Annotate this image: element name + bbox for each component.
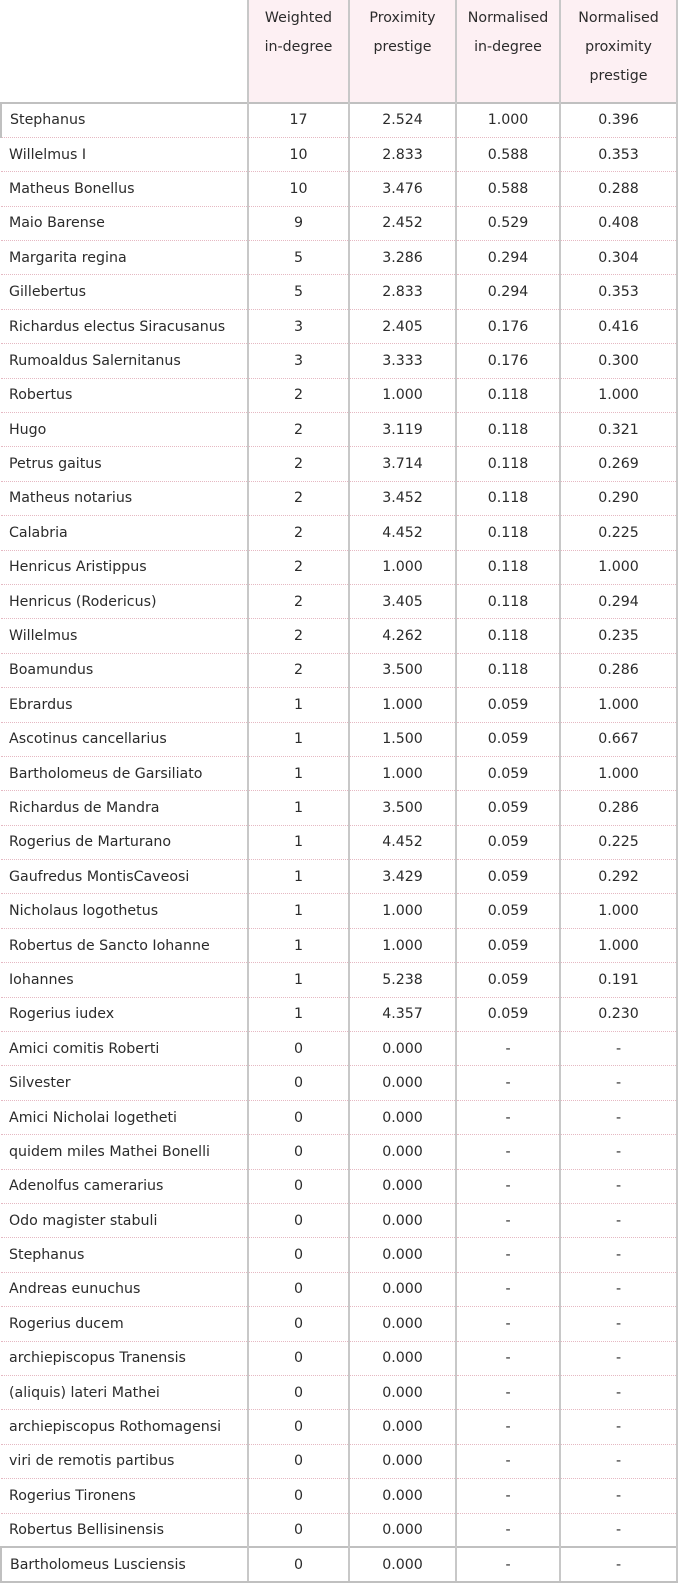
normalised-in-degree-cell: -: [456, 1341, 560, 1375]
weighted-in-degree-cell: 1: [248, 688, 349, 722]
normalised-proximity-prestige-cell: -: [560, 1066, 677, 1100]
normalised-in-degree-cell: 0.059: [456, 756, 560, 790]
weighted-in-degree-cell: 2: [248, 447, 349, 481]
name-cell: Rogerius de Marturano: [1, 825, 248, 859]
proximity-prestige-cell: 0.000: [349, 1444, 456, 1478]
table-row: [1, 1410, 677, 1444]
proximity-prestige-cell: 0.000: [349, 1032, 456, 1066]
name-cell: archiepiscopus Tranensis: [1, 1341, 248, 1375]
normalised-proximity-prestige-cell: 0.304: [560, 241, 677, 275]
weighted-in-degree-cell: 9: [248, 206, 349, 240]
normalised-in-degree-cell: -: [456, 1444, 560, 1478]
weighted-in-degree-cell: 10: [248, 172, 349, 206]
weighted-in-degree-cell: 2: [248, 653, 349, 687]
weighted-in-degree-cell: 0: [248, 1513, 349, 1547]
weighted-in-degree-cell: 1: [248, 997, 349, 1031]
weighted-in-degree-cell: 0: [248, 1272, 349, 1306]
normalised-proximity-prestige-cell: 0.300: [560, 344, 677, 378]
weighted-in-degree-cell: 2: [248, 550, 349, 584]
normalised-in-degree-cell: -: [456, 1169, 560, 1203]
proximity-prestige-cell: 0.000: [349, 1375, 456, 1409]
table-row: [1, 206, 677, 240]
normalised-proximity-prestige-cell: -: [560, 1547, 677, 1581]
proximity-prestige-cell: 0.000: [349, 1238, 456, 1272]
table-row: [1, 1100, 677, 1134]
name-cell: Robertus Bellisinensis: [1, 1513, 248, 1547]
table-row: [1, 1375, 677, 1409]
table-row: [1, 481, 677, 515]
proximity-prestige-cell: 0.000: [349, 1272, 456, 1306]
name-cell: Willelmus: [1, 619, 248, 653]
table-row: [1, 1444, 677, 1478]
normalised-proximity-prestige-cell: 0.408: [560, 206, 677, 240]
name-cell: Robertus de Sancto Iohanne: [1, 928, 248, 962]
proximity-prestige-cell: 2.833: [349, 275, 456, 309]
normalised-in-degree-cell: -: [456, 1410, 560, 1444]
name-cell: Rumoaldus Salernitanus: [1, 344, 248, 378]
weighted-in-degree-cell: 5: [248, 241, 349, 275]
proximity-prestige-cell: 0.000: [349, 1204, 456, 1238]
name-cell: Richardus de Mandra: [1, 791, 248, 825]
name-cell: Willelmus I: [1, 137, 248, 171]
name-cell: Gillebertus: [1, 275, 248, 309]
weighted-in-degree-cell: 2: [248, 619, 349, 653]
weighted-in-degree-cell: 1: [248, 963, 349, 997]
normalised-in-degree-cell: 0.588: [456, 172, 560, 206]
normalised-in-degree-cell: -: [456, 1307, 560, 1341]
normalised-in-degree-cell: 0.118: [456, 653, 560, 687]
table-row: [1, 1341, 677, 1375]
proximity-prestige-cell: 1.500: [349, 722, 456, 756]
name-cell: Petrus gaitus: [1, 447, 248, 481]
normalised-in-degree-cell: 0.118: [456, 481, 560, 515]
weighted-in-degree-cell: 0: [248, 1479, 349, 1513]
proximity-prestige-cell: 3.405: [349, 584, 456, 618]
name-cell: Iohannes: [1, 963, 248, 997]
weighted-in-degree-cell: 2: [248, 516, 349, 550]
weighted-in-degree-cell: 1: [248, 791, 349, 825]
normalised-in-degree-cell: 0.059: [456, 791, 560, 825]
table-row: [1, 1169, 677, 1203]
weighted-in-degree-cell: 0: [248, 1410, 349, 1444]
normalised-proximity-prestige-cell: 0.416: [560, 309, 677, 343]
name-cell: Amici Nicholai logetheti: [1, 1100, 248, 1134]
weighted-in-degree-cell: 0: [248, 1238, 349, 1272]
header-blank: [1, 0, 248, 103]
normalised-proximity-prestige-cell: -: [560, 1032, 677, 1066]
normalised-in-degree-cell: -: [456, 1032, 560, 1066]
proximity-prestige-cell: 0.000: [349, 1547, 456, 1581]
normalised-in-degree-cell: -: [456, 1272, 560, 1306]
table-row: [1, 963, 677, 997]
proximity-prestige-cell: 1.000: [349, 894, 456, 928]
proximity-prestige-cell: 2.452: [349, 206, 456, 240]
name-cell: Rogerius iudex: [1, 997, 248, 1031]
table-row: [1, 1307, 677, 1341]
table-row: [1, 1272, 677, 1306]
normalised-proximity-prestige-cell: 0.292: [560, 860, 677, 894]
weighted-in-degree-cell: 2: [248, 378, 349, 412]
normalised-proximity-prestige-cell: 0.321: [560, 413, 677, 447]
proximity-prestige-cell: 0.000: [349, 1513, 456, 1547]
name-cell: Stephanus: [1, 103, 248, 137]
normalised-in-degree-cell: 0.059: [456, 825, 560, 859]
proximity-prestige-cell: 0.000: [349, 1135, 456, 1169]
proximity-prestige-cell: 0.000: [349, 1341, 456, 1375]
weighted-in-degree-cell: 0: [248, 1341, 349, 1375]
normalised-proximity-prestige-cell: 0.290: [560, 481, 677, 515]
proximity-prestige-cell: 0.000: [349, 1410, 456, 1444]
table-row: [1, 241, 677, 275]
proximity-prestige-cell: 4.452: [349, 825, 456, 859]
normalised-in-degree-cell: 0.059: [456, 928, 560, 962]
name-cell: archiepiscopus Rothomagensi: [1, 1410, 248, 1444]
normalised-in-degree-cell: 0.294: [456, 241, 560, 275]
weighted-in-degree-cell: 1: [248, 894, 349, 928]
normalised-proximity-prestige-cell: -: [560, 1272, 677, 1306]
normalised-proximity-prestige-cell: 1.000: [560, 378, 677, 412]
table-row: [1, 137, 677, 171]
name-cell: Odo magister stabuli: [1, 1204, 248, 1238]
table-row: [1, 516, 677, 550]
normalised-in-degree-cell: -: [456, 1066, 560, 1100]
table-row: [1, 791, 677, 825]
proximity-prestige-cell: 1.000: [349, 688, 456, 722]
weighted-in-degree-cell: 10: [248, 137, 349, 171]
table-row: [1, 447, 677, 481]
proximity-prestige-cell: 3.500: [349, 653, 456, 687]
table-row: [1, 1204, 677, 1238]
header-proximity-prestige: Proximity prestige: [349, 0, 456, 103]
normalised-proximity-prestige-cell: -: [560, 1513, 677, 1547]
normalised-in-degree-cell: 1.000: [456, 103, 560, 137]
weighted-in-degree-cell: 2: [248, 413, 349, 447]
name-cell: Ebrardus: [1, 688, 248, 722]
weighted-in-degree-cell: 2: [248, 584, 349, 618]
proximity-prestige-cell: 3.119: [349, 413, 456, 447]
normalised-proximity-prestige-cell: 0.191: [560, 963, 677, 997]
normalised-proximity-prestige-cell: 0.667: [560, 722, 677, 756]
table-row: [1, 928, 677, 962]
weighted-in-degree-cell: 17: [248, 103, 349, 137]
normalised-in-degree-cell: 0.059: [456, 688, 560, 722]
proximity-prestige-cell: 4.452: [349, 516, 456, 550]
normalised-in-degree-cell: -: [456, 1547, 560, 1581]
proximity-prestige-cell: 3.476: [349, 172, 456, 206]
normalised-proximity-prestige-cell: -: [560, 1444, 677, 1478]
normalised-in-degree-cell: 0.059: [456, 963, 560, 997]
weighted-in-degree-cell: 0: [248, 1032, 349, 1066]
proximity-prestige-cell: 3.286: [349, 241, 456, 275]
name-cell: Matheus Bonellus: [1, 172, 248, 206]
weighted-in-degree-cell: 1: [248, 756, 349, 790]
name-cell: Henricus (Rodericus): [1, 584, 248, 618]
weighted-in-degree-cell: 0: [248, 1444, 349, 1478]
name-cell: Nicholaus logothetus: [1, 894, 248, 928]
weighted-in-degree-cell: 3: [248, 309, 349, 343]
proximity-prestige-cell: 4.357: [349, 997, 456, 1031]
table-row: [1, 1547, 677, 1581]
normalised-proximity-prestige-cell: 1.000: [560, 688, 677, 722]
table-row: [1, 584, 677, 618]
normalised-in-degree-cell: 0.176: [456, 309, 560, 343]
normalised-in-degree-cell: 0.059: [456, 722, 560, 756]
proximity-prestige-cell: 0.000: [349, 1169, 456, 1203]
proximity-prestige-cell: 0.000: [349, 1066, 456, 1100]
normalised-proximity-prestige-cell: -: [560, 1135, 677, 1169]
table-row: [1, 275, 677, 309]
table-row: [1, 1066, 677, 1100]
name-cell: Ascotinus cancellarius: [1, 722, 248, 756]
weighted-in-degree-cell: 0: [248, 1169, 349, 1203]
normalised-in-degree-cell: -: [456, 1479, 560, 1513]
normalised-proximity-prestige-cell: 0.288: [560, 172, 677, 206]
name-cell: Amici comitis Roberti: [1, 1032, 248, 1066]
normalised-in-degree-cell: -: [456, 1100, 560, 1134]
normalised-in-degree-cell: 0.118: [456, 413, 560, 447]
normalised-in-degree-cell: 0.588: [456, 137, 560, 171]
weighted-in-degree-cell: 0: [248, 1547, 349, 1581]
weighted-in-degree-cell: 3: [248, 344, 349, 378]
weighted-in-degree-cell: 2: [248, 481, 349, 515]
name-cell: Bartholomeus Lusciensis: [1, 1547, 248, 1581]
normalised-proximity-prestige-cell: 0.286: [560, 791, 677, 825]
normalised-proximity-prestige-cell: 0.353: [560, 137, 677, 171]
normalised-proximity-prestige-cell: -: [560, 1479, 677, 1513]
name-cell: quidem miles Mathei Bonelli: [1, 1135, 248, 1169]
normalised-in-degree-cell: 0.294: [456, 275, 560, 309]
normalised-in-degree-cell: -: [456, 1135, 560, 1169]
proximity-prestige-cell: 1.000: [349, 378, 456, 412]
weighted-in-degree-cell: 1: [248, 722, 349, 756]
proximity-prestige-cell: 2.524: [349, 103, 456, 137]
proximity-prestige-cell: 0.000: [349, 1100, 456, 1134]
proximity-prestige-cell: 2.405: [349, 309, 456, 343]
table-row: [1, 550, 677, 584]
proximity-prestige-cell: 0.000: [349, 1479, 456, 1513]
table-row: [1, 860, 677, 894]
name-cell: Calabria: [1, 516, 248, 550]
table-row: [1, 344, 677, 378]
normalised-in-degree-cell: 0.059: [456, 894, 560, 928]
proximity-prestige-cell: 1.000: [349, 928, 456, 962]
normalised-in-degree-cell: 0.118: [456, 447, 560, 481]
table-row: [1, 1238, 677, 1272]
table-row: [1, 722, 677, 756]
normalised-in-degree-cell: 0.529: [456, 206, 560, 240]
normalised-in-degree-cell: 0.118: [456, 584, 560, 618]
proximity-prestige-cell: 0.000: [349, 1307, 456, 1341]
name-cell: Henricus Aristippus: [1, 550, 248, 584]
normalised-proximity-prestige-cell: 0.353: [560, 275, 677, 309]
name-cell: Stephanus: [1, 1238, 248, 1272]
name-cell: Hugo: [1, 413, 248, 447]
table-row: [1, 413, 677, 447]
normalised-in-degree-cell: 0.176: [456, 344, 560, 378]
weighted-in-degree-cell: 0: [248, 1135, 349, 1169]
normalised-in-degree-cell: 0.118: [456, 378, 560, 412]
name-cell: Margarita regina: [1, 241, 248, 275]
name-cell: Robertus: [1, 378, 248, 412]
name-cell: viri de remotis partibus: [1, 1444, 248, 1478]
weighted-in-degree-cell: 0: [248, 1375, 349, 1409]
table-row: [1, 309, 677, 343]
proximity-prestige-cell: 3.429: [349, 860, 456, 894]
weighted-in-degree-cell: 5: [248, 275, 349, 309]
proximity-prestige-cell: 1.000: [349, 550, 456, 584]
normalised-proximity-prestige-cell: 0.230: [560, 997, 677, 1031]
header-row: [1, 0, 677, 103]
table-row: [1, 756, 677, 790]
normalised-in-degree-cell: 0.118: [456, 550, 560, 584]
name-cell: Maio Barense: [1, 206, 248, 240]
table-row: [1, 619, 677, 653]
normalised-in-degree-cell: -: [456, 1204, 560, 1238]
normalised-in-degree-cell: 0.118: [456, 619, 560, 653]
name-cell: Silvester: [1, 1066, 248, 1100]
weighted-in-degree-cell: 0: [248, 1066, 349, 1100]
normalised-proximity-prestige-cell: 0.396: [560, 103, 677, 137]
normalised-proximity-prestige-cell: 1.000: [560, 894, 677, 928]
table-row: [1, 653, 677, 687]
name-cell: Rogerius Tironens: [1, 1479, 248, 1513]
name-cell: Boamundus: [1, 653, 248, 687]
normalised-in-degree-cell: 0.059: [456, 860, 560, 894]
normalised-proximity-prestige-cell: -: [560, 1169, 677, 1203]
proximity-prestige-cell: 3.333: [349, 344, 456, 378]
normalised-proximity-prestige-cell: -: [560, 1410, 677, 1444]
weighted-in-degree-cell: 1: [248, 825, 349, 859]
table-row: [1, 172, 677, 206]
normalised-proximity-prestige-cell: 0.225: [560, 825, 677, 859]
table-row: [1, 1032, 677, 1066]
table-row: [1, 378, 677, 412]
normalised-proximity-prestige-cell: 0.269: [560, 447, 677, 481]
weighted-in-degree-cell: 1: [248, 860, 349, 894]
name-cell: Rogerius ducem: [1, 1307, 248, 1341]
normalised-in-degree-cell: -: [456, 1513, 560, 1547]
weighted-in-degree-cell: 0: [248, 1100, 349, 1134]
weighted-in-degree-cell: 0: [248, 1307, 349, 1341]
table-row: [1, 894, 677, 928]
table-row: [1, 825, 677, 859]
normalised-proximity-prestige-cell: 0.235: [560, 619, 677, 653]
name-cell: Matheus notarius: [1, 481, 248, 515]
proximity-prestige-cell: 3.500: [349, 791, 456, 825]
header-weighted-in-degree: Weighted in-degree: [248, 0, 349, 103]
normalised-proximity-prestige-cell: -: [560, 1307, 677, 1341]
normalised-in-degree-cell: 0.059: [456, 997, 560, 1031]
name-cell: (aliquis) lateri Mathei: [1, 1375, 248, 1409]
proximity-prestige-cell: 4.262: [349, 619, 456, 653]
name-cell: Gaufredus MontisCaveosi: [1, 860, 248, 894]
normalised-proximity-prestige-cell: 0.286: [560, 653, 677, 687]
normalised-proximity-prestige-cell: -: [560, 1100, 677, 1134]
normalised-proximity-prestige-cell: 0.225: [560, 516, 677, 550]
name-cell: Richardus electus Siracusanus: [1, 309, 248, 343]
normalised-proximity-prestige-cell: -: [560, 1238, 677, 1272]
weighted-in-degree-cell: 1: [248, 928, 349, 962]
normalised-proximity-prestige-cell: -: [560, 1204, 677, 1238]
proximity-prestige-cell: 5.238: [349, 963, 456, 997]
normalised-proximity-prestige-cell: -: [560, 1375, 677, 1409]
normalised-in-degree-cell: -: [456, 1238, 560, 1272]
proximity-prestige-cell: 3.714: [349, 447, 456, 481]
proximity-prestige-cell: 2.833: [349, 137, 456, 171]
name-cell: Andreas eunuchus: [1, 1272, 248, 1306]
table-row: [1, 1479, 677, 1513]
table-row: [1, 1135, 677, 1169]
normalised-proximity-prestige-cell: 0.294: [560, 584, 677, 618]
header-normalised-in-degree: Normalised in-degree: [456, 0, 560, 103]
header-normalised-proximity-prestige: Normalised proximity prestige: [560, 0, 677, 103]
name-cell: Bartholomeus de Garsiliato: [1, 756, 248, 790]
normalised-in-degree-cell: -: [456, 1375, 560, 1409]
weighted-in-degree-cell: 0: [248, 1204, 349, 1238]
table-row: [1, 1513, 677, 1547]
normalised-proximity-prestige-cell: 1.000: [560, 756, 677, 790]
normalised-proximity-prestige-cell: 1.000: [560, 928, 677, 962]
normalised-proximity-prestige-cell: 1.000: [560, 550, 677, 584]
name-cell: Adenolfus camerarius: [1, 1169, 248, 1203]
proximity-prestige-cell: 3.452: [349, 481, 456, 515]
normalised-in-degree-cell: 0.118: [456, 516, 560, 550]
table-row: [1, 997, 677, 1031]
proximity-prestige-cell: 1.000: [349, 756, 456, 790]
normalised-proximity-prestige-cell: -: [560, 1341, 677, 1375]
table-row: [1, 688, 677, 722]
table-row: [1, 103, 677, 137]
